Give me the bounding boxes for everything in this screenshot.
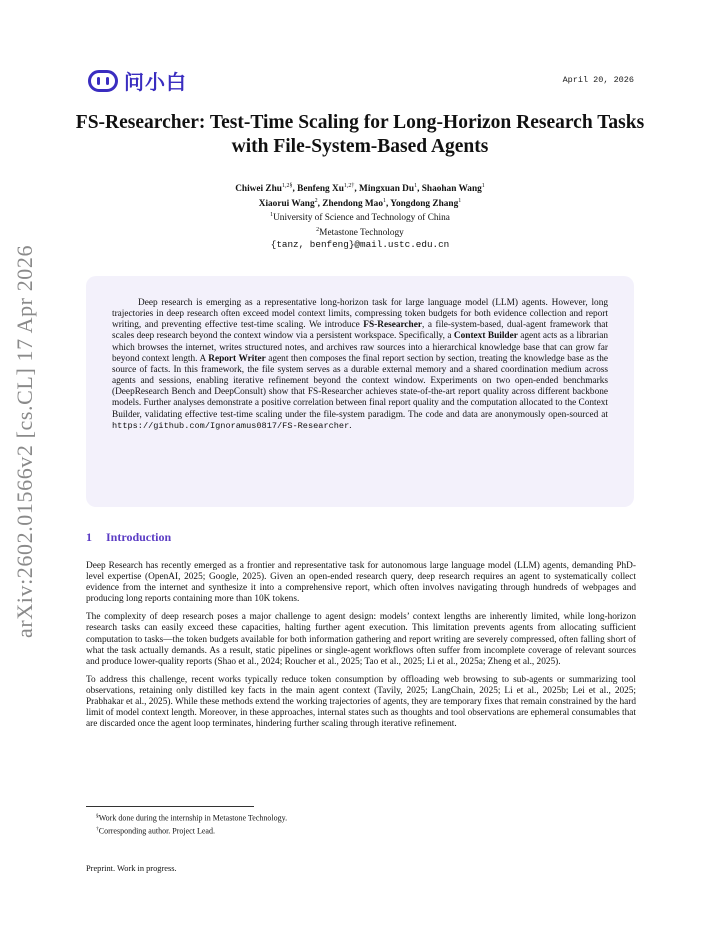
author-affil: 1 xyxy=(414,183,418,189)
section-number: 1 xyxy=(86,530,92,544)
body-paragraph: Deep Research has recently emerged as a frontier and representative task for autonomous large language model (LLM) agents, demanding PhD-level expertise (OpenAI, 2025; Google, 2025). Given an open-ended research query, deep research requires an agent to systematically collect evidence from the internet and synthesize it into a comprehensive report, which often involves navigating through hundreds of webpages and producing long reports containing more than 10K tokens. xyxy=(86,561,636,605)
footnote-divider xyxy=(86,806,254,807)
affiliation-2: $^2$Metastone Technology xyxy=(316,226,404,238)
brand-logo xyxy=(88,66,187,95)
author-line-1: Chiwei Zhu$^{1,2\S}$, Benfeng $Xu^{1,2\dagger}$, Mingxuan Du$^1$, Shaohan Wang$^1$ xyxy=(235,183,485,195)
body-paragraph: The complexity of deep research poses a major challenge to agent design: models’ context lengths are inherently limited, while long-horizon research tasks can easily exceed these capacities, halting further agent execution. This limitation prevents agents from allocating sufficient computation to tasks—the token budgets available for both information gathering and report writing are severely compressed, often falling short of what the task actually demands. As a result, static pipelines or single-agent workflows often suffer from incomplete coverage of relevant sources and produce lower-quality reports (Shao et al., 2024; Roucher et al., 2025; Tao et al., 2025; Li et al., 2025a; Zheng et al., 2025). xyxy=(86,612,636,667)
footnote-1: §Work done during the internship in Metastone Technology. xyxy=(96,813,288,823)
header-date: April 20, 2026 xyxy=(562,75,634,85)
section-heading xyxy=(86,530,171,545)
paper-title: FS-Researcher: Test-Time Scaling for Long-Horizon Research Tasks with File-System-Based Agents xyxy=(75,112,645,157)
report-writer-term: Report Writer xyxy=(208,353,266,364)
author-affil: 1 xyxy=(481,183,485,189)
author-affil: 1,2§ xyxy=(281,183,293,189)
footnote-2: †Corresponding author. Project Lead. xyxy=(96,825,215,836)
author-name: Zhendong Mao xyxy=(322,198,383,209)
body-paragraph: To address this challenge, recent works typically reduce token consumption by offloading web browsing to sub-agents or summarizing tool observations, retaining only distilled key facts in the main agent context (Tavily, 2025; LangChain, 2025; Li et al., 2025b; Lei et al., 2025; Prabhakar et al., 2025). While these methods extend the working trajectories of agents, they are temporary fixes that remain constrained by the hard limit of model context length. Moreover, in these approaches, internal states such as thoughts and tool observations are ephemeral consumables that are discarded once the agent loop terminates, hindering further scaling through iterative refinement. xyxy=(86,674,636,730)
chat-bubble-logo-icon xyxy=(88,70,118,92)
author-name: Mingxuan Du xyxy=(359,184,415,195)
author-affil: 1,2† xyxy=(343,183,355,189)
footnotes xyxy=(96,811,287,836)
framework-name: FS-Researcher xyxy=(363,320,422,331)
affiliation-1: $^1$University of Science and Technology of China xyxy=(270,212,450,224)
author-affil: 1 xyxy=(382,197,386,204)
author-line-2: Xiaorui Wang$^2$, Zhendong Mao$^1$, Yongdong Zhang$^1$ xyxy=(258,197,462,209)
author-name: Yongdong Zhang xyxy=(390,198,459,209)
preprint-note: Preprint. Work in progress. xyxy=(86,864,177,873)
arxiv-identifier: arXiv:2602.01566v2 [cs.CL] 17 Apr 2026 xyxy=(12,244,37,638)
abstract-box xyxy=(86,276,634,507)
code-link[interactable]: https://github.com/Ignoramus0817/FS-Researcher xyxy=(112,420,350,431)
introduction-body xyxy=(86,561,636,737)
author-email: {tanz, benfeng}@mail.ustc.edu.cn xyxy=(270,239,450,251)
author-name: Shaohan Wang xyxy=(421,184,482,195)
author-name: Xiaorui Wang xyxy=(258,198,315,209)
brand-name: 问小白 xyxy=(124,70,187,94)
author-block xyxy=(70,181,650,251)
abstract-text: Deep research is emerging as a representative long-horizon task for large language model (LLM) agents. However, long trajectories in deep research often exceed model context limits, compressing token budgets for both evidence collection and report writing, and preventing effective test-time scaling. We introduce FS-Researcher, a file-system-based, dual-agent framework that scales deep research beyond the context window via a persistent workspace. Specifically, a Context Builder agent acts as a librarian which browses the internet, writes structured notes, and archives raw sources into a hierarchical knowledge base that can grow far beyond context length. A Report Writer agent then composes the final report section by section, treating the knowledge base as the source of facts. In this framework, the file system serves as a durable external memory and a shared coordination medium across agents and sessions, enabling iterative refinement beyond the context window. Experiments on two open-ended benchmarks (DeepResearch Bench and DeepConsult) show that FS-Researcher achieves state-of-the-art report quality across different backbone models. Further analyses demonstrate a positive correlation between final report quality and the computation allocated to the Context Builder, validating effective test-time scaling under the file-system paradigm. The code and data are anonymously open-sourced at https://github.com/Ignoramus0817/FS-Researcher. xyxy=(112,298,608,431)
author-affil: 2 xyxy=(314,197,318,204)
context-builder-term: Context Builder xyxy=(453,331,518,342)
section-title: Introduction xyxy=(106,530,172,544)
author-name: Benfeng Xu xyxy=(297,184,344,195)
author-name: Chiwei Zhu xyxy=(235,184,282,195)
author-affil: 1 xyxy=(458,197,462,204)
